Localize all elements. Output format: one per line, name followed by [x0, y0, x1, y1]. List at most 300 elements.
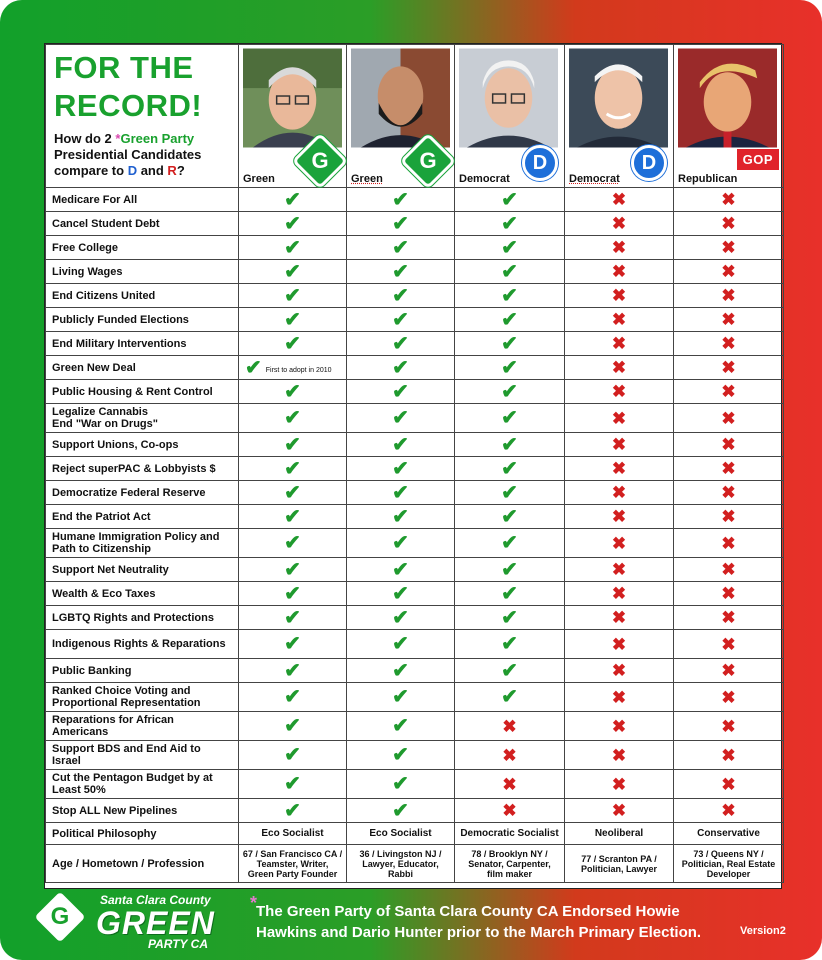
check-icon: ✔ — [392, 481, 409, 504]
mark-cell — [455, 404, 565, 433]
check-icon: ✔ — [284, 284, 301, 307]
mark-cell — [239, 404, 347, 433]
table-row — [46, 505, 784, 529]
table-row — [46, 659, 784, 683]
star-mark: * — [115, 131, 121, 146]
table-row — [46, 457, 784, 481]
mark-cell — [674, 606, 784, 630]
check-icon: ✔ — [501, 284, 518, 307]
candidate-photo-2 — [351, 48, 450, 148]
mark-cell — [455, 659, 565, 683]
mark-cell — [347, 404, 455, 433]
title-line-1: FOR THE — [54, 50, 194, 85]
cross-icon: ✖ — [611, 382, 627, 401]
mark-cell — [455, 558, 565, 582]
cross-icon: ✖ — [611, 801, 627, 820]
cross-icon: ✖ — [611, 745, 627, 765]
mark-cell — [239, 481, 347, 505]
mark-cell — [674, 433, 784, 457]
cross-icon: ✖ — [721, 382, 736, 401]
table-row — [46, 212, 784, 236]
cross-icon: ✖ — [502, 716, 517, 736]
democrat-circle-icon — [522, 145, 558, 181]
mark-cell — [347, 236, 455, 260]
table-row — [46, 683, 784, 712]
table-row — [46, 582, 784, 606]
comparison-table — [45, 44, 784, 883]
mark-cell — [347, 683, 455, 712]
check-icon: ✔ — [392, 505, 409, 528]
issue-label: Stop ALL New Pipelines — [46, 799, 239, 823]
cross-icon: ✖ — [721, 608, 736, 627]
mark-cell — [455, 799, 565, 823]
cross-icon: ✖ — [611, 560, 627, 579]
issue-label: End Citizens United — [46, 284, 239, 308]
philosophy-label: Political Philosophy — [46, 823, 239, 845]
page-title — [54, 49, 232, 125]
mark-cell — [674, 741, 784, 770]
check-icon: ✔ — [284, 558, 301, 581]
mark-cell — [239, 332, 347, 356]
table-row — [46, 630, 784, 659]
mark-cell — [674, 380, 784, 404]
version-label: Version2 — [740, 925, 786, 937]
mark-cell — [347, 712, 455, 741]
badge-letter: G — [419, 148, 437, 173]
mark-cell — [239, 659, 347, 683]
candidate-header-4 — [565, 45, 674, 188]
logo-county: Santa Clara County — [100, 893, 211, 907]
check-icon: ✔ — [501, 236, 518, 259]
mark-cell — [347, 481, 455, 505]
table-row — [46, 529, 784, 558]
age-value: 78 / Brooklyn NY / Senator, Carpenter, film maker — [455, 845, 565, 883]
age-label: Age / Hometown / Profession — [46, 845, 239, 883]
philosophy-value: Neoliberal — [565, 823, 674, 845]
issue-label: LGBTQ Rights and Protections — [46, 606, 239, 630]
mark-cell — [565, 659, 674, 683]
mark-cell — [239, 457, 347, 481]
mark-cell — [455, 332, 565, 356]
mark-cell — [239, 212, 347, 236]
mark-cell — [565, 332, 674, 356]
question-line-3: compare to — [54, 163, 128, 178]
mark-cell — [347, 659, 455, 683]
endorsement-note — [250, 893, 736, 943]
table-row — [46, 260, 784, 284]
check-icon: ✔ — [284, 212, 301, 235]
check-icon: ✔ — [392, 582, 409, 605]
title-cell — [46, 45, 239, 188]
issue-label: Green New Deal — [46, 356, 239, 380]
cross-icon: ✖ — [611, 358, 627, 377]
issue-label: Reparations for African Americans — [46, 712, 239, 741]
mark-cell — [455, 712, 565, 741]
logo-green: GREEN — [96, 905, 215, 941]
party-label-5: Republican — [678, 173, 738, 185]
check-icon: ✔ — [501, 481, 518, 504]
check-icon: ✔ — [392, 659, 409, 682]
issue-label: End the Patriot Act — [46, 505, 239, 529]
cross-icon: ✖ — [611, 687, 627, 707]
check-icon: ✔ — [392, 380, 409, 403]
mark-cell — [674, 188, 784, 212]
mark-cell — [455, 308, 565, 332]
cross-icon: ✖ — [611, 774, 627, 794]
cross-icon: ✖ — [611, 435, 627, 454]
mark-cell — [674, 457, 784, 481]
badge-letter: D — [532, 152, 548, 174]
question-line-2: Presidential Candidates — [54, 147, 202, 162]
check-icon: ✔ — [501, 212, 518, 235]
check-icon: ✔ — [501, 659, 518, 682]
mark-cell — [455, 380, 565, 404]
philosophy-value: Conservative — [674, 823, 784, 845]
candidate-header-5 — [674, 45, 784, 188]
check-icon: ✔ — [501, 308, 518, 331]
mark-cell — [674, 712, 784, 741]
check-icon: ✔ — [284, 433, 301, 456]
table-row — [46, 558, 784, 582]
mark-cell — [239, 606, 347, 630]
philosophy-row — [46, 823, 784, 845]
mark-cell — [455, 505, 565, 529]
issue-label: Democratize Federal Reserve — [46, 481, 239, 505]
check-icon: ✔ — [392, 799, 409, 822]
mark-cell — [455, 236, 565, 260]
party-label-4: Democrat — [569, 173, 620, 185]
check-icon: ✔ — [284, 332, 301, 355]
cross-icon: ✖ — [721, 262, 736, 281]
candidate-photo-5 — [678, 48, 777, 148]
table-row — [46, 188, 784, 212]
mark-cell — [565, 284, 674, 308]
issue-label: Support Net Neutrality — [46, 558, 239, 582]
cross-icon: ✖ — [721, 533, 736, 553]
question-and: and — [137, 163, 168, 178]
mark-cell — [347, 457, 455, 481]
check-icon: ✔ — [284, 188, 301, 211]
mark-cell — [347, 433, 455, 457]
cross-icon: ✖ — [611, 334, 627, 353]
mark-cell — [347, 380, 455, 404]
check-icon: ✔ — [501, 260, 518, 283]
mark-cell — [239, 770, 347, 799]
check-icon: ✔ — [284, 659, 301, 682]
check-icon: ✔ — [501, 433, 518, 456]
age-row — [46, 845, 784, 883]
mark-cell — [674, 582, 784, 606]
mark-cell — [674, 630, 784, 659]
mark-cell — [455, 683, 565, 712]
age-value: 77 / Scranton PA / Politician, Lawyer — [565, 845, 674, 883]
question-green-party: Green Party — [120, 131, 195, 146]
mark-cell — [347, 284, 455, 308]
logo-mark: G — [50, 903, 70, 930]
democrat-circle-icon — [631, 145, 667, 181]
mark-cell — [565, 404, 674, 433]
check-icon: ✔ — [501, 532, 518, 554]
mark-cell — [565, 529, 674, 558]
table-row — [46, 481, 784, 505]
candidate-photo-3 — [459, 48, 558, 148]
footnote-text: The Green Party of Santa Clara County CA Endorsed Howie Hawkins and Dario Hunter prior to the March Primary Election. — [256, 903, 702, 941]
check-icon: ✔ — [392, 236, 409, 259]
cross-icon: ✖ — [611, 262, 627, 281]
title-line-2: RECORD! — [54, 88, 203, 123]
check-icon: ✔ — [501, 188, 518, 211]
check-icon: ✔ — [501, 457, 518, 480]
cross-icon: ✖ — [502, 801, 517, 820]
philosophy-value: Democratic Socialist — [455, 823, 565, 845]
mark-cell — [239, 380, 347, 404]
cross-icon: ✖ — [721, 238, 736, 257]
issue-label: Cancel Student Debt — [46, 212, 239, 236]
cross-icon: ✖ — [721, 310, 736, 329]
cross-icon: ✖ — [611, 238, 627, 257]
question-prefix: How do 2 — [54, 131, 116, 146]
candidate-photo-1 — [243, 48, 342, 148]
mark-cell — [565, 683, 674, 712]
mark-cell — [347, 799, 455, 823]
mark-cell — [565, 741, 674, 770]
mark-cell — [239, 433, 347, 457]
check-icon: ✔ — [284, 260, 301, 283]
check-icon: ✔ — [501, 582, 518, 605]
table-row — [46, 284, 784, 308]
cross-icon: ✖ — [611, 408, 627, 428]
issue-label: End Military Interventions — [46, 332, 239, 356]
mark-cell — [565, 606, 674, 630]
check-icon: ✔ — [392, 532, 409, 554]
check-icon: ✔ — [284, 633, 301, 655]
cross-icon: ✖ — [502, 745, 517, 765]
mark-cell — [674, 770, 784, 799]
mark-cell — [347, 505, 455, 529]
mark-cell — [565, 188, 674, 212]
check-icon: ✔ — [501, 356, 518, 379]
issue-label: Ranked Choice Voting and Proportional Representation — [46, 683, 239, 712]
issue-label: Publicly Funded Elections — [46, 308, 239, 332]
mark-cell — [347, 308, 455, 332]
mark-cell — [455, 356, 565, 380]
table-row — [46, 356, 784, 380]
cross-icon: ✖ — [721, 358, 736, 377]
party-label-3: Democrat — [459, 173, 510, 185]
cross-icon: ✖ — [611, 459, 627, 478]
check-icon: ✔ — [284, 532, 301, 554]
mark-cell — [239, 582, 347, 606]
cross-icon: ✖ — [721, 507, 736, 526]
green-party-logo-icon — [35, 892, 86, 943]
mark-cell — [674, 284, 784, 308]
check-icon: ✔ — [284, 582, 301, 605]
check-icon: ✔ — [392, 433, 409, 456]
cross-icon: ✖ — [721, 435, 736, 454]
mark-cell — [347, 260, 455, 284]
comparison-sheet — [44, 43, 782, 889]
cross-icon: ✖ — [611, 661, 627, 680]
table-row — [46, 606, 784, 630]
issue-label: Medicare For All — [46, 188, 239, 212]
mark-cell — [565, 308, 674, 332]
mark-cell — [347, 630, 455, 659]
issue-label: Support Unions, Co-ops — [46, 433, 239, 457]
mark-cell — [347, 770, 455, 799]
mark-cell — [239, 630, 347, 659]
mark-cell — [674, 332, 784, 356]
cross-icon: ✖ — [721, 190, 736, 209]
cross-icon: ✖ — [611, 483, 627, 502]
mark-cell — [347, 356, 455, 380]
question-d: D — [127, 163, 138, 178]
candidate-photo-4 — [569, 48, 668, 148]
mark-cell — [565, 212, 674, 236]
check-icon: ✔ — [392, 284, 409, 307]
check-icon: ✔ — [392, 308, 409, 331]
mark-cell — [565, 630, 674, 659]
mark-cell — [455, 582, 565, 606]
mark-cell — [674, 404, 784, 433]
footer — [0, 889, 822, 960]
mark-cell — [565, 457, 674, 481]
mark-cell — [565, 770, 674, 799]
table-row — [46, 236, 784, 260]
mark-cell — [239, 799, 347, 823]
mark-cell — [674, 212, 784, 236]
mark-cell — [674, 799, 784, 823]
mark-cell — [347, 606, 455, 630]
check-icon: ✔ — [392, 188, 409, 211]
cross-icon: ✖ — [721, 774, 736, 794]
issue-label: Support BDS and End Aid to Israel — [46, 741, 239, 770]
mark-cell — [347, 582, 455, 606]
check-icon: ✔ — [284, 505, 301, 528]
candidate-header-2 — [347, 45, 455, 188]
issue-label: Free College — [46, 236, 239, 260]
mark-cell — [239, 558, 347, 582]
mark-cell — [347, 529, 455, 558]
check-icon: ✔ — [284, 773, 301, 795]
cross-icon: ✖ — [721, 214, 736, 233]
check-icon: ✔ — [392, 558, 409, 581]
cross-icon: ✖ — [721, 584, 736, 603]
check-icon: ✔ — [392, 715, 409, 737]
check-icon: ✔ — [392, 686, 409, 708]
table-row — [46, 380, 784, 404]
cross-icon: ✖ — [611, 634, 627, 654]
mark-cell — [674, 505, 784, 529]
cross-icon: ✖ — [611, 716, 627, 736]
check-icon: ✔ — [284, 799, 301, 822]
mark-cell — [455, 433, 565, 457]
table-row — [46, 433, 784, 457]
table-row — [46, 712, 784, 741]
cross-icon: ✖ — [721, 661, 736, 680]
candidate-header-3 — [455, 45, 565, 188]
mark-cell — [565, 712, 674, 741]
mark-cell — [239, 188, 347, 212]
check-icon: ✔ — [284, 457, 301, 480]
cross-icon: ✖ — [502, 774, 517, 794]
issue-label: Humane Immigration Policy and Path to Citizenship — [46, 529, 239, 558]
check-icon: ✔ — [501, 380, 518, 403]
issue-label: Cut the Pentagon Budget by at Least 50% — [46, 770, 239, 799]
check-icon: ✔ — [392, 606, 409, 629]
check-icon: ✔ — [392, 633, 409, 655]
mark-cell — [455, 212, 565, 236]
mark-cell — [565, 356, 674, 380]
mark-cell — [455, 260, 565, 284]
cross-icon: ✖ — [721, 286, 736, 305]
mark-cell — [239, 683, 347, 712]
check-icon: ✔ — [501, 558, 518, 581]
table-row — [46, 741, 784, 770]
mark-cell — [565, 260, 674, 284]
mark-cell — [565, 433, 674, 457]
check-icon: ✔ — [284, 407, 301, 429]
mark-cell — [565, 799, 674, 823]
mark-cell — [239, 308, 347, 332]
check-icon: ✔ — [501, 686, 518, 708]
issue-label: Public Housing & Rent Control — [46, 380, 239, 404]
mark-cell — [455, 481, 565, 505]
check-icon: ✔ — [501, 332, 518, 355]
cross-icon: ✖ — [721, 634, 736, 654]
table-row — [46, 332, 784, 356]
check-icon: ✔ — [392, 332, 409, 355]
check-icon: ✔ — [245, 356, 262, 379]
badge-letter: G — [311, 148, 329, 173]
check-icon: ✔ — [392, 212, 409, 235]
mark-cell — [347, 332, 455, 356]
mark-cell — [347, 741, 455, 770]
mark-cell — [455, 284, 565, 308]
check-icon: ✔ — [501, 407, 518, 429]
mark-cell — [455, 457, 565, 481]
check-icon: ✔ — [284, 308, 301, 331]
philosophy-value: Eco Socialist — [347, 823, 455, 845]
issue-label: Reject superPAC & Lobbyists $ — [46, 457, 239, 481]
issue-label: Wealth & Eco Taxes — [46, 582, 239, 606]
cross-icon: ✖ — [721, 334, 736, 353]
check-icon: ✔ — [392, 260, 409, 283]
issue-label: Legalize Cannabis End "War on Drugs" — [46, 404, 239, 433]
check-icon: ✔ — [392, 773, 409, 795]
check-icon: ✔ — [392, 457, 409, 480]
cross-icon: ✖ — [721, 745, 736, 765]
check-icon: ✔ — [284, 236, 301, 259]
check-icon: ✔ — [284, 744, 301, 766]
party-label-2: Green — [351, 173, 383, 185]
mark-cell — [239, 529, 347, 558]
issue-label: Living Wages — [46, 260, 239, 284]
cross-icon: ✖ — [611, 533, 627, 553]
mark-cell — [455, 741, 565, 770]
check-icon: ✔ — [284, 686, 301, 708]
cross-icon: ✖ — [611, 507, 627, 526]
mark-cell — [455, 606, 565, 630]
cross-icon: ✖ — [721, 560, 736, 579]
check-icon: ✔ — [501, 505, 518, 528]
mark-cell — [565, 481, 674, 505]
philosophy-value: Eco Socialist — [239, 823, 347, 845]
mark-cell — [239, 712, 347, 741]
mark-cell — [674, 558, 784, 582]
footnote-star: * — [250, 893, 258, 913]
mark-cell — [455, 529, 565, 558]
table-row — [46, 308, 784, 332]
